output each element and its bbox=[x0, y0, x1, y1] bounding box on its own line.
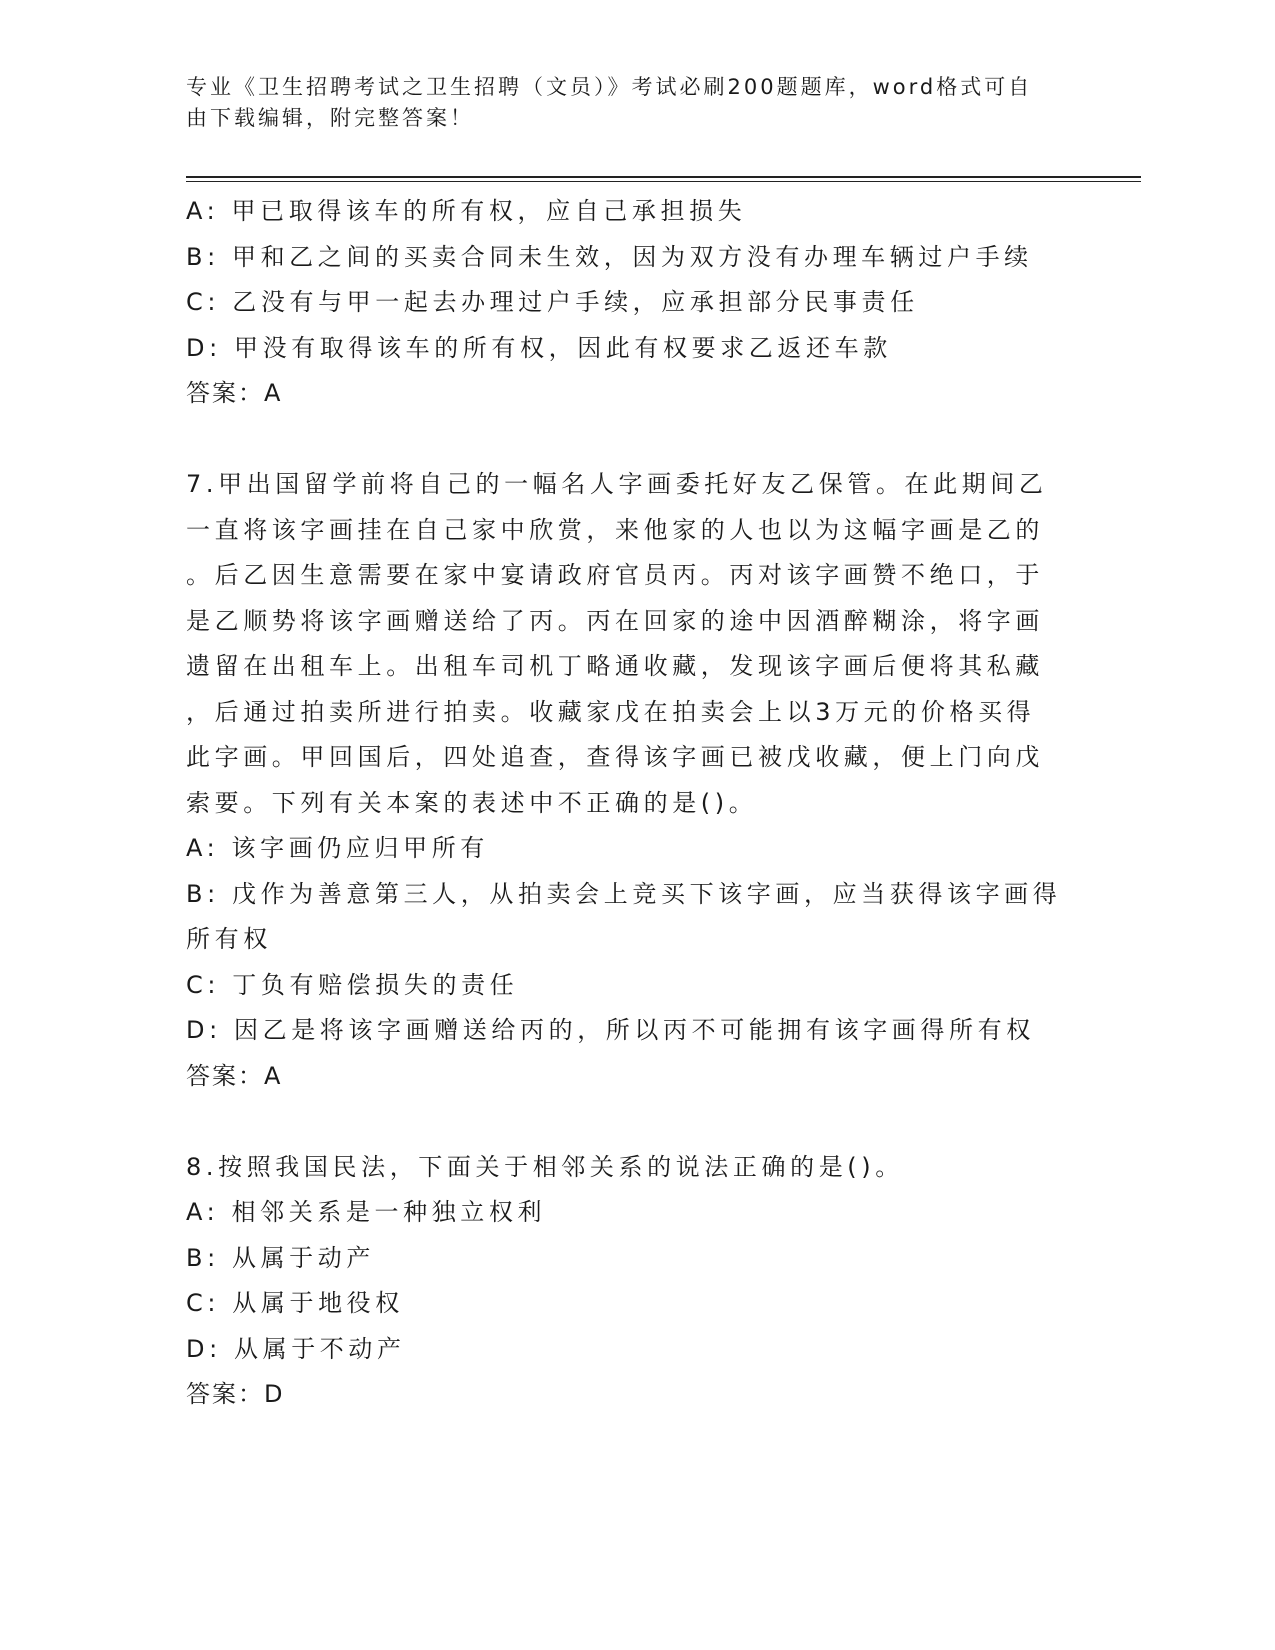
q7-stem-line-3: 。后乙因生意需要在家中宴请政府官员丙。丙对该字画赞不绝口，于 bbox=[186, 561, 1044, 589]
q8-option-d: D: 从属于不动产 bbox=[186, 1334, 406, 1363]
spacer bbox=[186, 417, 1066, 463]
q7-option-d: D: 因乙是将该字画赠送给丙的，所以丙不可能拥有该字画得所有权 bbox=[186, 1016, 1035, 1044]
question-content bbox=[186, 189, 1066, 1418]
q7-stem-line-7: 此字画。甲回国后，四处追查，查得该字画已被戊收藏，便上门向戊 bbox=[186, 743, 1044, 771]
q7-option-b-continued: 所有权 bbox=[186, 925, 272, 953]
document-header bbox=[186, 72, 1066, 134]
q7-stem-line-6: ，后通过拍卖所进行拍卖。收藏家戊在拍卖会上以3万元的价格买得 bbox=[186, 697, 1036, 726]
header-divider-thin bbox=[186, 181, 1141, 182]
q7-stem-line-8: 索要。下列有关本案的表述中不正确的是()。 bbox=[186, 788, 758, 817]
q7-answer: 答案：A bbox=[186, 1061, 283, 1090]
question-6 bbox=[186, 189, 1066, 417]
q8-option-a: A: 相邻关系是一种独立权利 bbox=[186, 1198, 547, 1226]
q7-option-c: C: 丁负有赔偿损失的责任 bbox=[186, 970, 519, 999]
q6-answer: 答案：A bbox=[186, 379, 283, 407]
q6-option-a: A: 甲已取得该车的所有权，应自己承担损失 bbox=[186, 197, 747, 225]
q8-option-b: B: 从属于动产 bbox=[186, 1243, 375, 1272]
q6-option-c: C: 乙没有与甲一起去办理过户手续，应承担部分民事责任 bbox=[186, 288, 919, 316]
q8-stem: 8.按照我国民法，下面关于相邻关系的说法正确的是()。 bbox=[186, 1152, 904, 1181]
header-divider-thick bbox=[186, 176, 1141, 178]
question-7 bbox=[186, 462, 1066, 1099]
header-line-1: 专业《卫生招聘考试之卫生招聘（文员）》考试必刷200题题库，word格式可自 bbox=[186, 75, 1033, 99]
q8-answer: 答案：D bbox=[186, 1380, 285, 1408]
header-line-2: 由下载编辑，附完整答案！ bbox=[186, 106, 474, 130]
q7-stem-line-1: 7.甲出国留学前将自己的一幅名人字画委托好友乙保管。在此期间乙 bbox=[186, 470, 1048, 498]
q6-option-b: B: 甲和乙之间的买卖合同未生效，因为双方没有办理车辆过户手续 bbox=[186, 242, 1033, 271]
question-8 bbox=[186, 1145, 1066, 1418]
q7-stem-line-5: 遗留在出租车上。出租车司机丁略通收藏，发现该字画后便将其私藏 bbox=[186, 652, 1044, 680]
q7-stem-line-4: 是乙顺势将该字画赠送给了丙。丙在回家的途中因酒醉糊涂，将字画 bbox=[186, 606, 1044, 635]
q6-option-d: D: 甲没有取得该车的所有权，因此有权要求乙返还车款 bbox=[186, 333, 892, 362]
q7-stem-line-2: 一直将该字画挂在自己家中欣赏，来他家的人也以为这幅字画是乙的 bbox=[186, 515, 1044, 544]
q7-option-b: B: 戊作为善意第三人，从拍卖会上竞买下该字画，应当获得该字画得 bbox=[186, 879, 1062, 908]
spacer bbox=[186, 1099, 1066, 1145]
q8-option-c: C: 从属于地役权 bbox=[186, 1289, 404, 1317]
q7-option-a: A: 该字画仍应归甲所有 bbox=[186, 834, 489, 862]
